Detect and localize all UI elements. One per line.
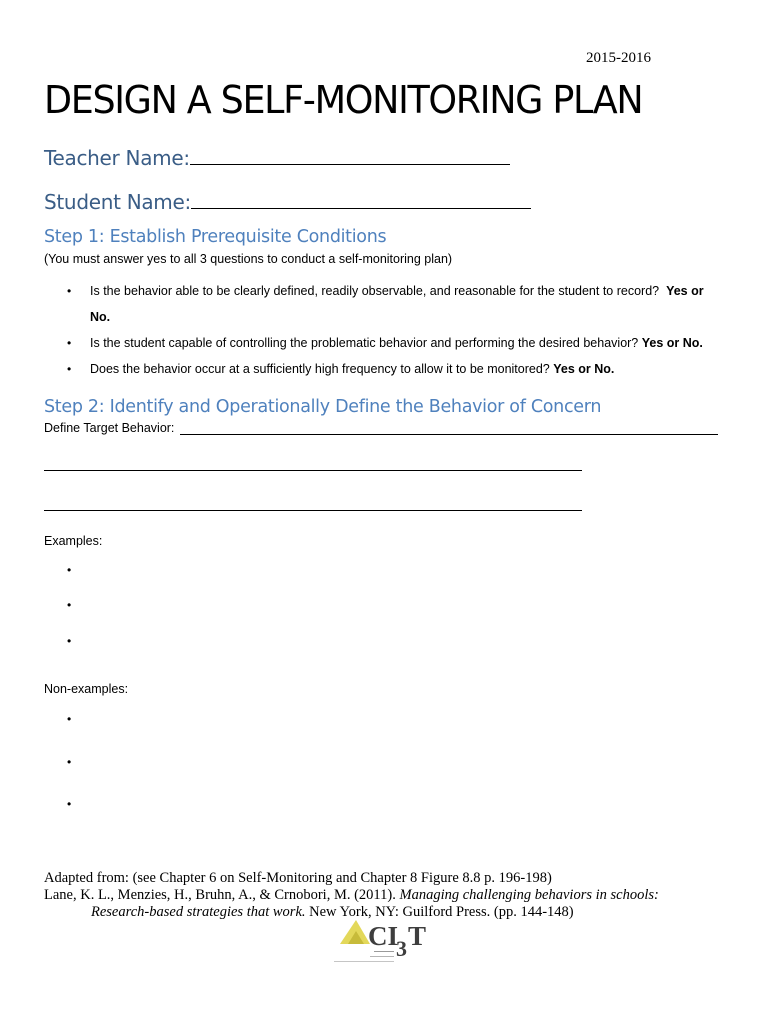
student-name-row	[44, 190, 531, 214]
define-target-label: Define Target Behavior:	[44, 421, 175, 435]
teacher-name-label: Teacher Name:	[44, 146, 190, 170]
teacher-name-row	[44, 146, 510, 170]
question-text: Does the behavior occur at a sufficiently high frequency to allow it to be monitored?	[90, 362, 550, 376]
example-bullet-icon: •	[67, 598, 72, 612]
svg-text:3: 3	[396, 936, 407, 961]
student-name-field[interactable]	[191, 190, 531, 209]
define-target-field[interactable]	[180, 420, 718, 435]
school-year: 2015-2016	[586, 50, 651, 66]
nonexample-bullet-icon: •	[67, 755, 72, 769]
define-target-line-3[interactable]	[44, 496, 582, 511]
question-answer: Yes or No.	[641, 336, 703, 350]
citation-book-subtitle: Research-based strategies that work.	[91, 904, 306, 920]
svg-text:T: T	[408, 921, 427, 951]
citation-line-2	[44, 887, 659, 904]
step1-note: (You must answer yes to all 3 questions to conduct a self-monitoring plan)	[44, 252, 453, 266]
question-answer: Yes or No.	[553, 362, 615, 376]
step1-heading: Step 1: Establish Prerequisite Conditions	[44, 227, 387, 247]
bullet-icon: •	[67, 336, 72, 350]
svg-text:CI: CI	[368, 921, 399, 951]
nonexample-bullet-icon: •	[67, 797, 72, 811]
citation-line-1: Adapted from: (see Chapter 6 on Self-Monitoring and Chapter 8 Figure 8.8 p. 196-198)	[44, 870, 552, 886]
define-target-line-2[interactable]	[44, 456, 582, 471]
bullet-icon: •	[67, 362, 72, 376]
question-answer: No.	[90, 310, 111, 324]
question-text: Is the student capable of controlling the problematic behavior and performing the desired behavior?	[90, 336, 639, 350]
bullet-icon: •	[67, 284, 72, 298]
question-answer: Yes or	[666, 284, 704, 298]
ci3t-logo	[330, 918, 440, 968]
nonexamples-label: Non-examples:	[44, 682, 129, 696]
question-text: Is the behavior able to be clearly defined, readily observable, and reasonable for the student to record?	[90, 284, 660, 298]
examples-label: Examples:	[44, 534, 103, 548]
page-title: DESIGN A SELF-MONITORING PLAN	[44, 78, 643, 122]
citation-publisher: New York, NY: Guilford Press. (pp. 144-148)	[305, 904, 574, 920]
student-name-label: Student Name:	[44, 190, 191, 214]
step2-heading: Step 2: Identify and Operationally Define the Behavior of Concern	[44, 397, 602, 417]
citation-authors: Lane, K. L., Menzies, H., Bruhn, A., & Crnobori, M. (2011).	[44, 887, 400, 903]
teacher-name-field[interactable]	[190, 146, 510, 165]
citation-book-title: Managing challenging behaviors in schools:	[399, 887, 659, 903]
nonexample-bullet-icon: •	[67, 712, 72, 726]
example-bullet-icon: •	[67, 634, 72, 648]
example-bullet-icon: •	[67, 563, 72, 577]
